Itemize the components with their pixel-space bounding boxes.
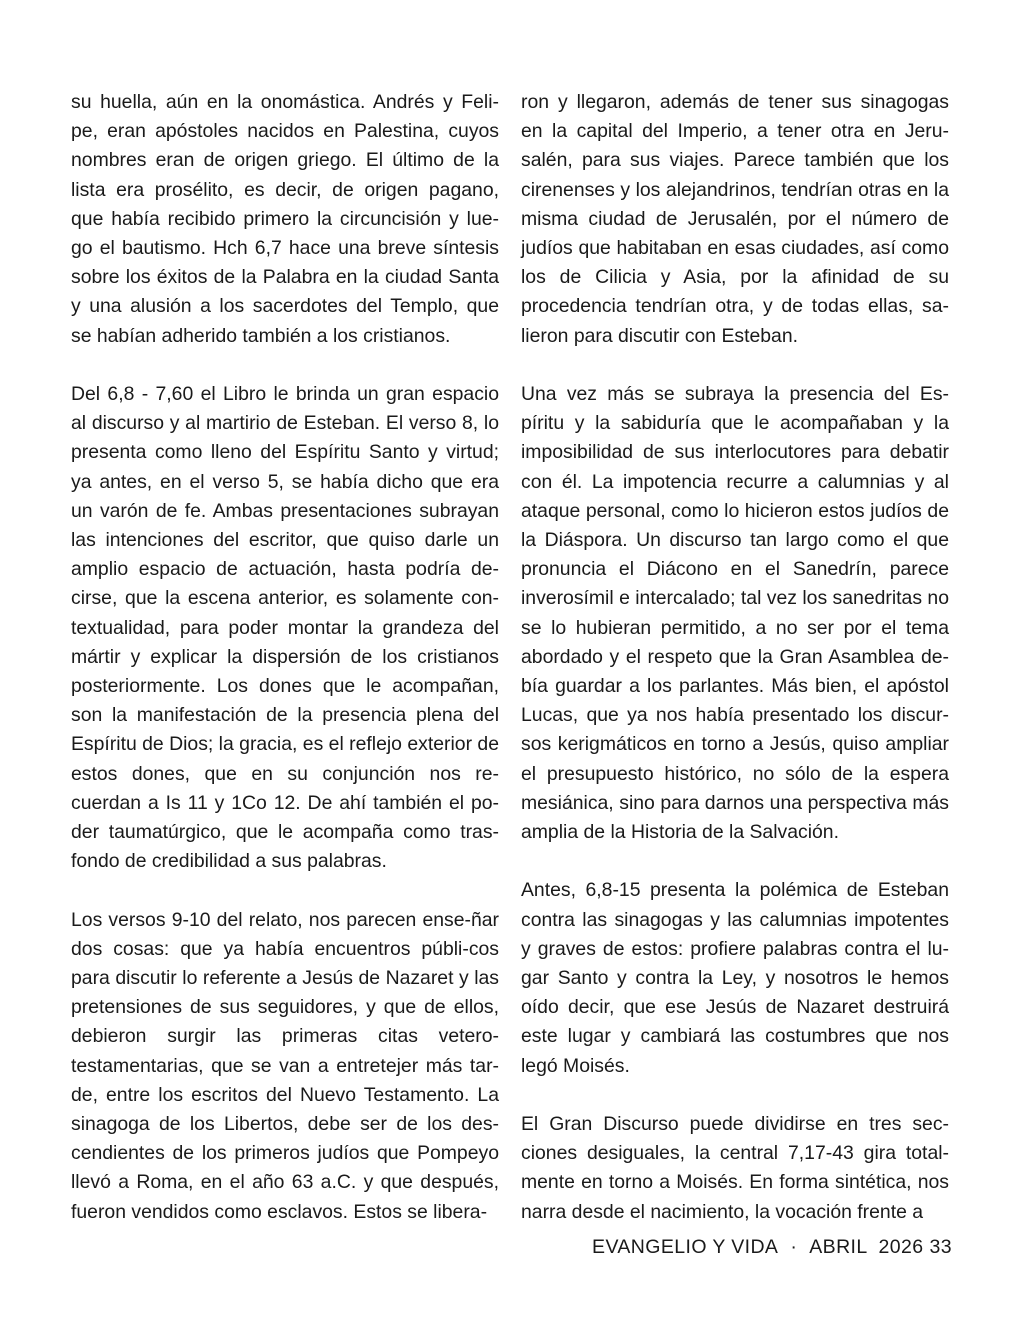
- paragraph: Los versos 9-10 del relato, nos parecen ense-ñar dos cosas: que ya había encuentros públi-cos para discutir lo referente a Jesús de Nazaret y las pretensiones de sus seguidores, y que de ellos, debieron surgir las primeras citas vetero-testamentarias, que se van a entretejer más tar-de, entre los escritos del Nuevo Testamento. La sinagoga de los Libertos, debe ser de los des-cendientes de los primeros judíos que Pompeyo llevó a Roma, en el año 63 a.C. y que después, fueron vendidos como esclavos. Estos se libera-: [71, 908, 499, 1223]
- paragraph: su huella, aún en la onomástica. Andrés y Feli-pe, eran apóstoles nacidos en Palestina, cuyos nombres eran de origen griego. El último de la lista era prosélito, es decir, de origen pagano, que había recibido primero la circuncisión y lue-go el bautismo. Hch 6,7 hace una breve síntesis sobre los éxitos de la Palabra en la ciudad Santa y una alusión a los sacerdotes del Templo, que se habían adherido también a los cristianos.: [71, 91, 499, 347]
- paragraph: ron y llegaron, además de tener sus sinagogas en la capital del Imperio, a tener otra en Jeru-salén, para sus viajes. Parece también que los cirenenses y los alejandrinos, tendrían otras en la misma ciudad de Jerusalén, por el número de judíos que habitaban en esas ciudades, así como los de Cilicia y Asia, por la afinidad de su procedencia tendrían otra, y de todas ellas, sa-lieron para discutir con Esteban.: [521, 91, 949, 347]
- page-footer: [592, 1236, 952, 1259]
- right-column: [521, 88, 949, 1227]
- footer-separator: ·: [790, 1236, 798, 1258]
- issue-date: ABRIL 2026: [809, 1236, 924, 1258]
- page-number: 33: [929, 1236, 952, 1258]
- paragraph: El Gran Discurso puede dividirse en tres sec-ciones desiguales, la central 7,17-43 gira total-mente en torno a Moisés. En forma sintética, nos narra desde el nacimiento, la vocación frente a: [521, 1113, 949, 1223]
- publication-name: EVANGELIO Y VIDA: [592, 1236, 779, 1258]
- paragraph: Antes, 6,8-15 presenta la polémica de Esteban contra las sinagogas y las calumnias impotentes y graves de estos: profiere palabras contra el lu-gar Santo y contra la Ley, y nosotros le hemos oído decir, que ese Jesús de Nazaret destruirá este lugar y cambiará las costumbres que nos legó Moisés.: [521, 879, 949, 1077]
- left-column: [71, 88, 499, 1227]
- paragraph: Del 6,8 - 7,60 el Libro le brinda un gran espacio al discurso y al martirio de Esteban. El verso 8, lo presenta como lleno del Espíritu Santo y virtud; ya antes, en el verso 5, se había dicho que era un varón de fe. Ambas presentaciones subrayan las intenciones del escritor, que quiso darle un amplio espacio de actuación, hasta podría de-cirse, que la escena anterior, es solamente con-textualidad, para poder montar la grandeza del mártir y explicar la dispersión de los cristianos posteriormente. Los dones que le acompañan, son la manifestación de la presencia plena del Espíritu de Dios; la gracia, es el reflejo exterior de estos dones, que en su conjunción nos re-cuerdan a Is 11 y 1Co 12. De ahí también el po-der taumatúrgico, que le acompaña como tras-fondo de credibilidad a sus palabras.: [71, 383, 499, 873]
- paragraph: Una vez más se subraya la presencia del Es-píritu y la sabiduría que le acompañaban y la imposibilidad de sus interlocutores para debatir con él. La impotencia recurre a calumnias y al ataque personal, como lo hicieron estos judíos de la Diáspora. Un discurso tan largo como el que pronuncia el Diácono en el Sanedrín, parece inverosímil e intercalado; tal vez los sanedritas no se lo hubieran permitido, a no ser por el tema abordado y el respeto que la Gran Asamblea de-bía guardar a los parlantes. Más bien, el apóstol Lucas, que ya nos había presentado los discur-sos kerigmáticos en torno a Jesús, quiso ampliar el presupuesto histórico, no sólo de la espera mesiánica, sino para darnos una perspectiva más amplia de la Historia de la Salvación.: [521, 383, 949, 844]
